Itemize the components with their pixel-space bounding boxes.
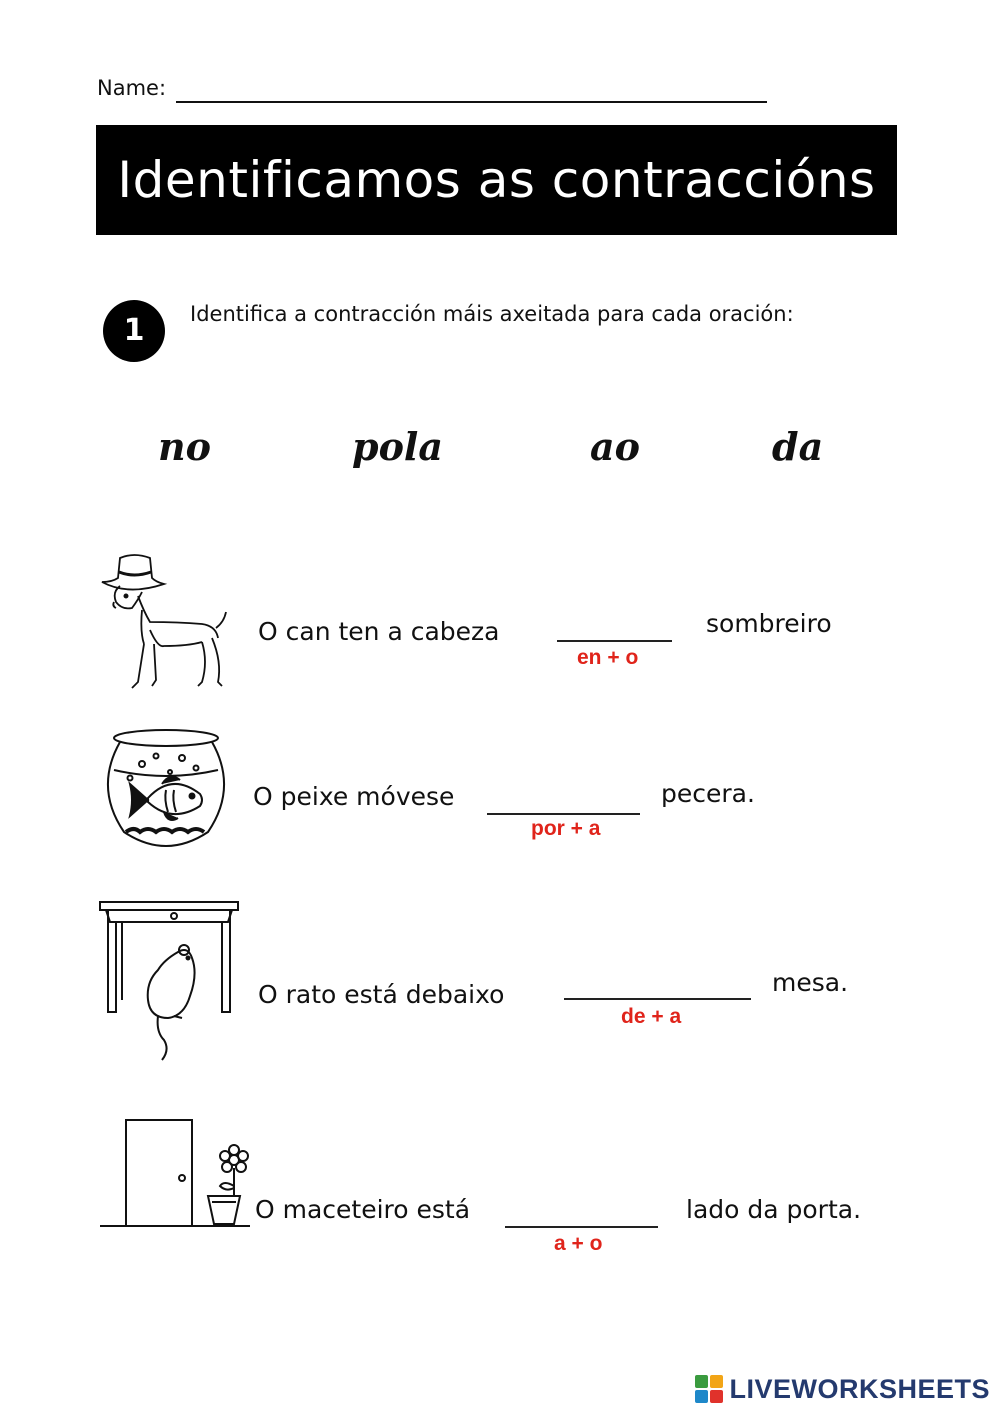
contraction-hint: por + a — [531, 817, 601, 840]
answer-blank[interactable] — [505, 1226, 658, 1228]
brand-name: LIVEWORKSHEETS — [729, 1373, 990, 1404]
answer-blank[interactable] — [564, 998, 751, 1000]
fishbowl-icon — [100, 728, 232, 850]
door-and-flowerpot-icon — [100, 1116, 250, 1228]
mouse-under-table-icon — [98, 900, 242, 1062]
word-bank-item: ao — [590, 424, 640, 469]
page-title: Identificamos as contraccións — [117, 151, 876, 209]
sentence-text-after: pecera. — [661, 779, 755, 808]
contraction-hint: de + a — [621, 1005, 682, 1028]
dog-with-hat-icon — [98, 552, 228, 692]
word-bank-item: no — [158, 424, 211, 469]
name-label: Name: — [97, 76, 167, 100]
exercise-number-badge: 1 — [103, 300, 165, 362]
sentence-text-before: O peixe móvese — [253, 782, 455, 811]
brand-watermark — [695, 1374, 990, 1404]
sentence-text-before: O rato está debaixo — [258, 980, 505, 1009]
sentence-text-after: mesa. — [772, 968, 849, 997]
sentence-text-before: O can ten a cabeza — [258, 617, 500, 646]
brand-logo-icon — [695, 1375, 723, 1403]
name-input-line[interactable] — [176, 101, 767, 103]
contraction-hint: en + o — [577, 646, 639, 669]
contraction-hint: a + o — [554, 1232, 603, 1255]
sentence-text-after: lado da porta. — [686, 1195, 862, 1224]
answer-blank[interactable] — [487, 813, 640, 815]
sentence-text-before: O maceteiro está — [255, 1195, 471, 1224]
word-bank-item: pola — [352, 424, 443, 469]
word-bank-item: da — [772, 424, 824, 469]
answer-blank[interactable] — [557, 640, 672, 642]
sentence-text-after: sombreiro — [706, 609, 832, 638]
title-banner — [96, 125, 897, 235]
exercise-instruction: Identifica a contracción máis axeitada para cada oración: — [190, 302, 794, 326]
